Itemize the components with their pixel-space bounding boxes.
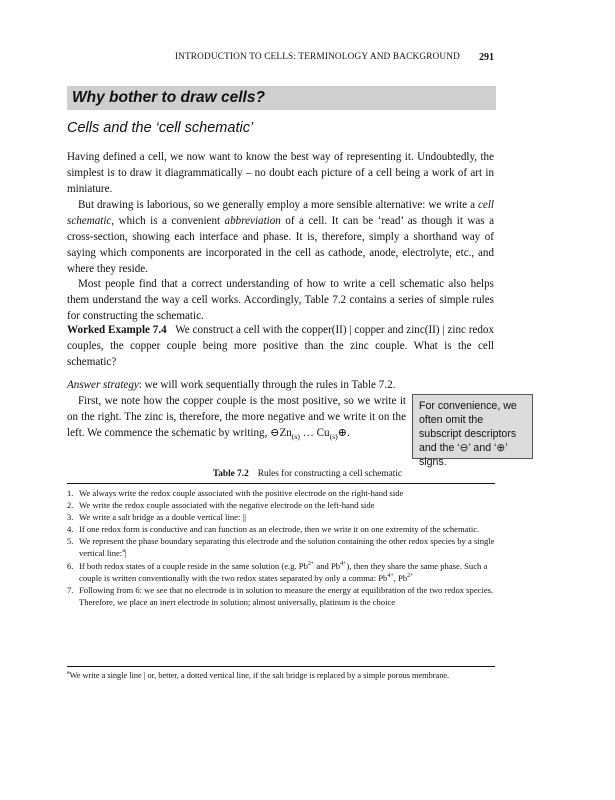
footnote-mark: a <box>67 670 70 677</box>
paragraph-2 <box>67 197 494 277</box>
rule-item: 1. We always write the redox couple associated with the positive electrode on the right-hand side <box>67 488 404 498</box>
table-footnote <box>67 670 494 682</box>
p2-text-c: of a cell. It can be ‘read’ as though it was a cross-section, showing each interface and phase. It is, therefore, simply a shorthand way of saying which components are incorporated in the cell as cathode, anode, electrolyte, etc., and where they reside. <box>67 215 494 275</box>
rule-item: 3. We write a salt bridge as a double vertical line: || <box>67 512 246 523</box>
p2-text-b: , which is a convenient <box>111 215 225 227</box>
answer-paragraph <box>67 393 406 441</box>
section-heading-bar <box>67 86 496 110</box>
subsection-title: Cells and the ‘cell schematic’ <box>67 120 254 136</box>
table-top-rule <box>67 483 495 484</box>
p2-emphasis-cell-schematic: cell schematic <box>67 199 494 227</box>
worked-example <box>67 322 494 370</box>
answer-strategy-text: : we will work sequentially through the rules in Table 7.2. <box>138 379 396 391</box>
answer-strategy <box>67 377 494 393</box>
running-title: INTRODUCTION TO CELLS: TERMINOLOGY AND BACKGROUND <box>174 52 460 62</box>
answer-text: First, we note how the copper couple is the most positive, so we write it on the right. The zinc is, therefore, the more negative and we write it on the left. We commence the schematic by writing, <box>67 395 406 439</box>
rule-item: 7. Following from 6: we see that no electrode is in solution to measure the energy at equilibration of the two redox species. Therefore, we place an inert electrode in solution; almost universally, platinum is the choice <box>67 584 494 607</box>
rule-item: 2. We write the redox couple associated with the negative electrode on the left-hand side <box>67 500 375 511</box>
rule-item: 4. If one redox form is conductive and can function as an electrode, then we write it on one extremity of the schematic. <box>67 524 480 535</box>
rule-item: 6. If both redox states of a couple reside in the same solution (e.g. $Pb^{2+}$ and $Pb^{4+}$), then they share the same phase. Such a couple is written conventionally with the two redox states separated by only a comma: $Pb^{4+}$, $Pb^{2+}$ <box>67 560 488 583</box>
worked-example-text: We construct a cell with the copper(II) | copper and zinc(II) | zinc redox couples, the copper couple being more positive than the zinc couple. What is the cell schematic? <box>67 324 495 368</box>
table-caption-text: Rules for constructing a cell schematic <box>257 469 403 479</box>
table-caption <box>0 469 615 479</box>
section-title: Why bother to draw cells? <box>72 89 265 106</box>
page-number: 291 <box>479 52 494 63</box>
p2-text-a: But drawing is laborious, so we generally employ a more sensible alternative: we write a <box>78 199 478 211</box>
margin-note-callout: For convenience, we often omit the subscript descriptors and the ‘⊖’ and ‘⊕’ signs. <box>412 394 533 459</box>
paragraph-1: Having defined a cell, we now want to know the best way of representing it. Undoubtedly, the simplest is to draw it diagrammatically – no doubt each picture of a cell being a work of art in miniature. <box>67 151 494 195</box>
paragraph-3: Most people find that a correct understanding of how to write a cell schematic also helps them understand the way a cell works. Accordingly, Table 7.2 contains a series of simple rules for constructing the schematic. <box>67 278 494 322</box>
worked-example-label: Worked Example 7.4 <box>67 324 167 336</box>
cell-schematic: $⊖Zn_{(s)}$ … $Cu_{(s)}\oplus$. <box>270 427 350 442</box>
footnote-text: We write a single line | or, better, a dotted vertical line, if the salt bridge is replaced by a simple porous membrane. <box>69 671 450 680</box>
answer-strategy-label: Answer strategy <box>67 379 139 391</box>
rules-list <box>67 487 495 608</box>
rule-item: 5. We represent the phase boundary separating this electrode and the solution containing the other redox species by a single vertical line:$^a$| <box>67 536 495 559</box>
table-bottom-rule <box>67 666 495 667</box>
p2-emphasis-abbreviation: abbreviation <box>224 215 281 227</box>
running-header <box>0 52 615 68</box>
table-number: Table 7.2 <box>212 469 249 479</box>
